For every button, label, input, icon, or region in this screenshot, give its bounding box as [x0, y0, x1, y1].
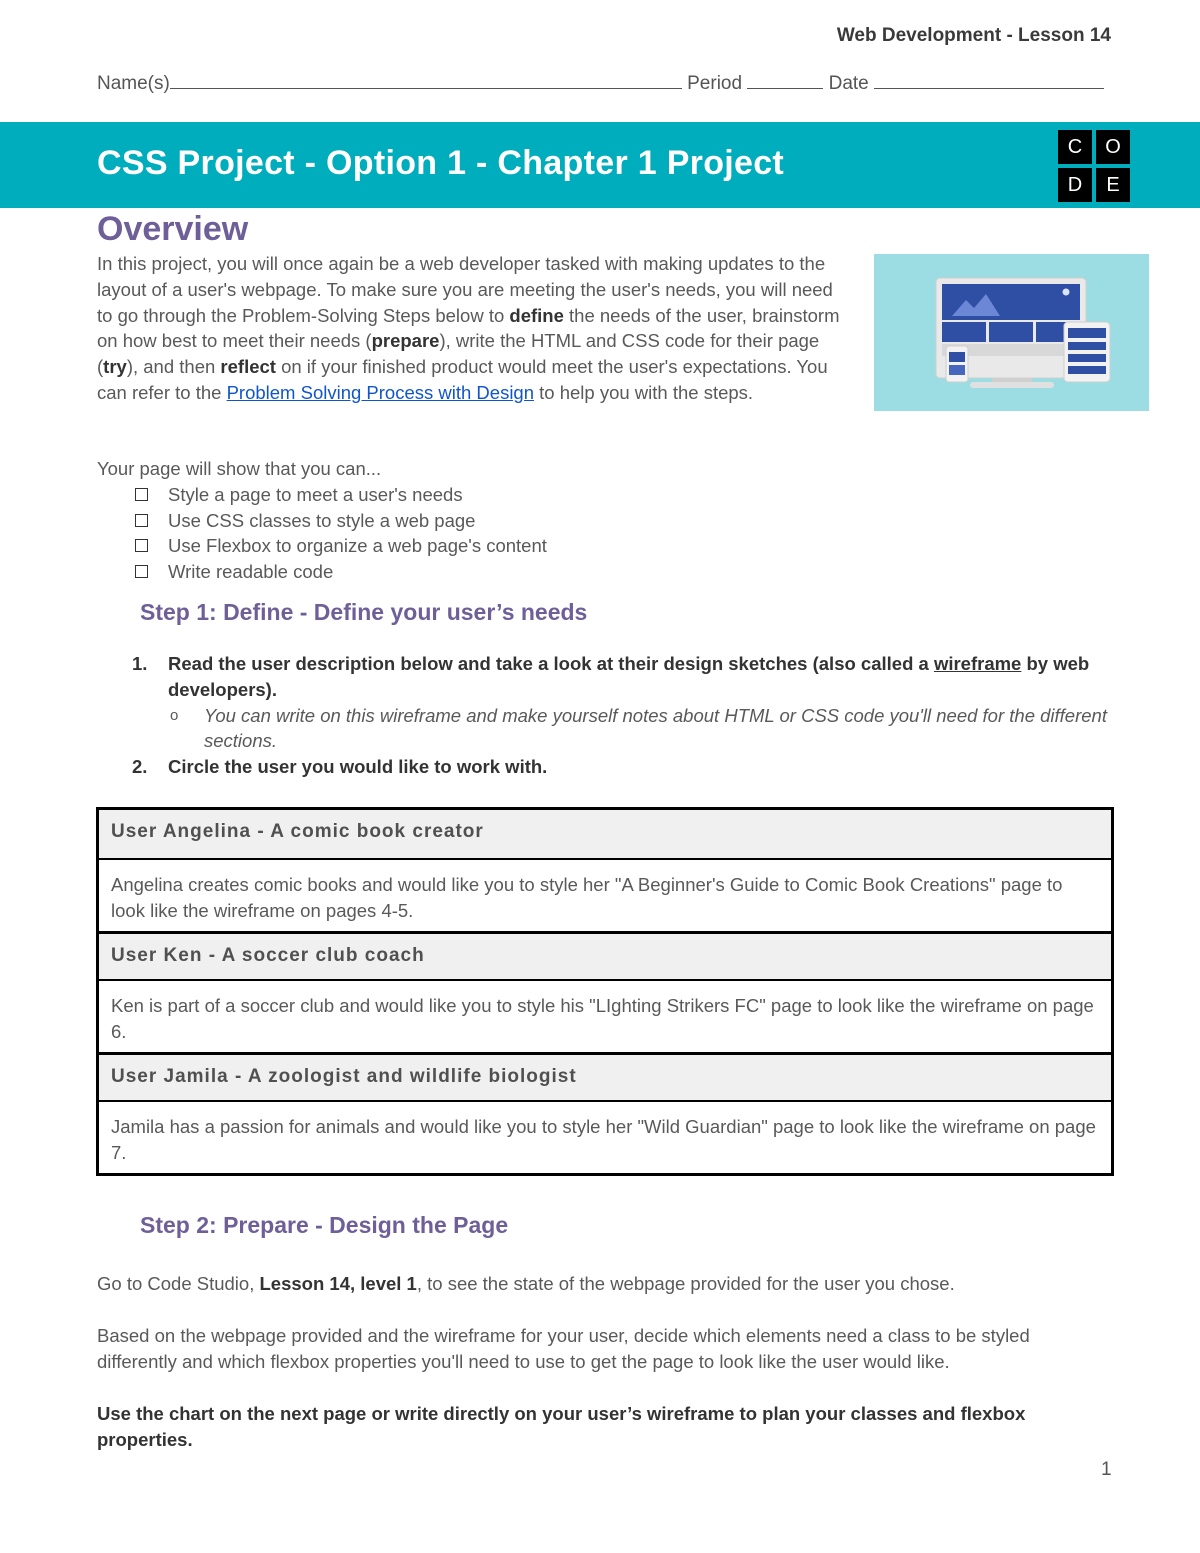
- step1-instructions: [97, 651, 1109, 780]
- overview-heading: Overview: [97, 210, 249, 248]
- period-label: Period: [687, 73, 743, 94]
- instruction-item: 2. Circle the user you would like to work with.: [132, 756, 548, 778]
- checklist-item: Style a page to meet a user's needs: [97, 482, 897, 508]
- user-title[interactable]: User Angelina - A comic book creator: [99, 810, 1111, 858]
- problem-solving-link[interactable]: Problem Solving Process with Design: [226, 381, 535, 403]
- course-label: Web Development - Lesson 14: [836, 25, 1111, 46]
- instruction-subitem: o You can write on this wireframe and make yourself notes about HTML or CSS code you'll need for the different sections.: [170, 704, 1107, 752]
- logo-letter: C: [1058, 130, 1092, 164]
- step2-paragraph-2: Based on the webpage provided and the wireframe for your user, decide which elements need a class to be styled differently and which flexbox properties you'll need to use to get the page to look like the user would like.: [97, 1325, 1030, 1372]
- user-description: Ken is part of a soccer club and would like you to style his "LIghting Strikers FC" page to look like the wireframe on page 6.: [99, 979, 1111, 1052]
- user-description: Jamila has a passion for animals and would like you to style her "Wild Guardian" page to look like the wireframe on page 7.: [99, 1100, 1111, 1173]
- instruction-item: 1. Read the user description below and take a look at their design sketches (also called a wireframe by web developers).: [132, 653, 1090, 700]
- logo-letter: O: [1096, 130, 1130, 164]
- checkbox-icon[interactable]: [135, 539, 148, 552]
- user-description: Angelina creates comic books and would like you to style her "A Beginner's Guide to Comic Book Creations" page to look like the wireframe on pages 4-5.: [99, 858, 1111, 931]
- checklist-intro: Your page will show that you can...: [97, 458, 382, 479]
- name-label: Name(s): [97, 73, 170, 94]
- date-label: Date: [828, 73, 869, 94]
- step2-paragraph-1: Go to Code Studio, Lesson 14, level 1, to see the state of the webpage provided for the user you chose.: [97, 1273, 955, 1294]
- skills-checklist: [97, 456, 897, 585]
- student-info-line: [97, 70, 1109, 95]
- page-title: CSS Project - Option 1 - Chapter 1 Project: [97, 144, 785, 182]
- user-options-table: [96, 807, 1114, 1176]
- user-title[interactable]: User Jamila - A zoologist and wildlife biologist: [99, 1052, 1111, 1100]
- code-logo: [1058, 130, 1130, 202]
- overview-paragraph: In this project, you will once again be a web developer tasked with making updates to the layout of a user's webpage. To make sure you are meeting the user's needs, you will need to go through the Problem-Solving Steps below to define the needs of the user, brainstorm on how best to meet their needs (prepare), write the HTML and CSS code for their page (try), and then reflect on if your finished product would meet the user's expectations. You can refer to the Problem Solving Process with Design to help you with the steps.: [97, 253, 840, 403]
- checkbox-icon[interactable]: [135, 565, 148, 578]
- checklist-item: Use CSS classes to style a web page: [97, 508, 897, 534]
- checkbox-icon[interactable]: [135, 514, 148, 527]
- checklist-item: Use Flexbox to organize a web page's content: [97, 533, 897, 559]
- name-blank: [170, 70, 682, 89]
- step2-heading: Step 2: Prepare - Design the Page: [140, 1212, 509, 1238]
- logo-letter: E: [1096, 168, 1130, 202]
- logo-letter: D: [1058, 168, 1092, 202]
- step2-paragraph-3: Use the chart on the next page or write directly on your user’s wireframe to plan your classes and flexbox properties.: [97, 1403, 1026, 1450]
- period-blank: [747, 70, 823, 89]
- checklist-item: Write readable code: [97, 559, 897, 585]
- date-blank: [874, 70, 1104, 89]
- responsive-devices-illustration: [874, 254, 1149, 411]
- page-number: 1: [1101, 1459, 1112, 1480]
- step1-heading: Step 1: Define - Define your user’s needs: [140, 599, 588, 625]
- user-title[interactable]: User Ken - A soccer club coach: [99, 931, 1111, 979]
- checkbox-icon[interactable]: [135, 488, 148, 501]
- wireframe-link[interactable]: wireframe: [933, 653, 1022, 674]
